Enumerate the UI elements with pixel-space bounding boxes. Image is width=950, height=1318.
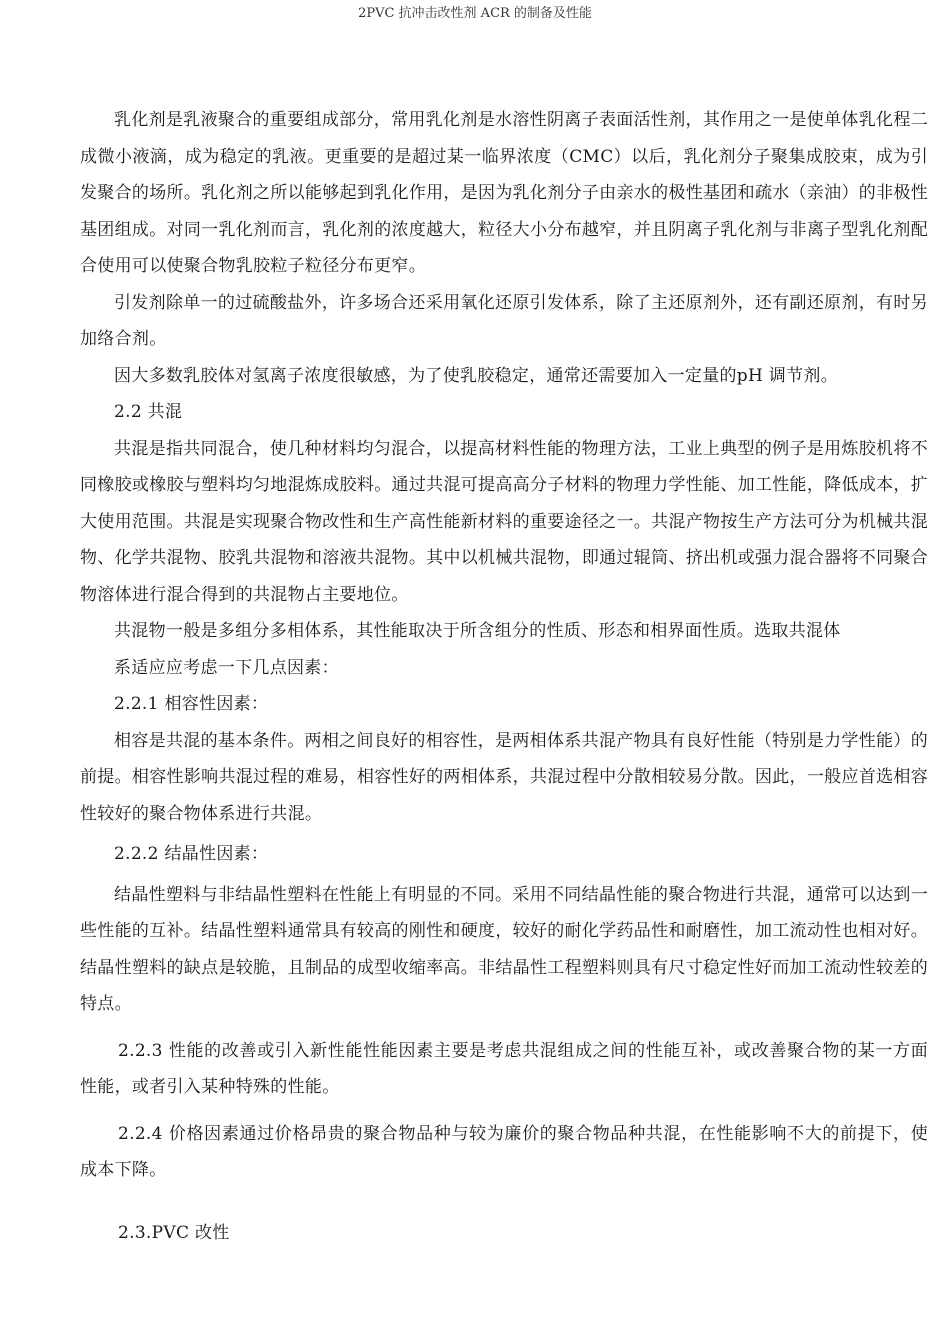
- paragraph-blend-factors-continued: 系适应应考虑一下几点因素：: [114, 657, 339, 678]
- paragraph-price-factor: 2.2.4 价格因素通过价格昂贵的聚合物品种与较为廉价的聚合物品种共混，在性能影响不大的前提下，使成本下降。: [80, 1123, 928, 1180]
- paragraph-emulsifier: 乳化剂是乳液聚合的重要组成部分，常用乳化剂是水溶性阴离子表面活性剂，其作用之一是使单体乳化程二成微小液滴，成为稳定的乳液。更重要的是超过某一临界浓度（CMC）以后，乳化剂分子聚集成胶束，成为引发聚合的场所。乳化剂之所以能够起到乳化作用，是因为乳化剂分子由亲水的极性基团和疏水（亲油）的非极性基团组成。对同一乳化剂而言，乳化剂的浓度越大，粒径大小分布越窄，并且阴离子乳化剂与非离子型乳化剂配合使用可以使聚合物乳胶粒子粒径分布更窄。: [80, 110, 928, 276]
- section-heading-2-3: 2.3.PVC 改性: [118, 1222, 230, 1243]
- paragraph-blend-factors: 共混物一般是多组分多相体系，其性能取决于所含组分的性质、形态和相界面性质。选取共混体: [114, 621, 841, 641]
- paragraph-ph-regulator: 因大多数乳胶体对氢离子浓度很敏感，为了使乳胶稳定，通常还需要加入一定量的pH 调节剂。: [114, 365, 839, 386]
- section-heading-2-2: 2.2 共混: [114, 402, 183, 422]
- paragraph-crystallinity: 结晶性塑料与非结晶性塑料在性能上有明显的不同。采用不同结晶性能的聚合物进行共混，通常可以达到一些性能的互补。结晶性塑料通常具有较高的刚性和硬度，较好的耐化学药品性和耐磨性，加工流动性也相对好。结晶性塑料的缺点是较脆，且制品的成型收缩率高。非结晶性工程塑料则具有尺寸稳定性好而加工流动性较差的特点。: [80, 884, 928, 1014]
- paragraph-performance-factor: 2.2.3 性能的改善或引入新性能性能因素主要是考虑共混组成之间的性能互补，或改善聚合物的某一方面性能，或者引入某种特殊的性能。: [80, 1040, 928, 1097]
- paragraph-blending-definition: 共混是指共同混合，使几种材料均匀混合，以提高材料性能的物理方法，工业上典型的例子是用炼胶机将不同橡胶或橡胶与塑料均匀地混炼成胶料。通过共混可提高高分子材料的物理力学性能、加工性能，降低成本，扩大使用范围。共混是实现聚合物改性和生产高性能新材料的重要途径之一。共混产物按生产方法可分为机械共混物、化学共混物、胶乳共混物和溶液共混物。其中以机械共混物，即通过辊筒、挤出机或强力混合器将不同聚合物溶体进行混合得到的共混物占主要地位。: [80, 438, 928, 605]
- running-header: 2PVC 抗冲击改性剂 ACR 的制备及性能: [358, 6, 592, 21]
- paragraph-compatibility: 相容是共混的基本条件。两相之间良好的相容性，是两相体系共混产物具有良好性能（特别是力学性能）的前提。相容性影响共混过程的难易，相容性好的两相体系，共混过程中分散相较易分散。因此，一般应首选相容性较好的聚合物体系进行共混。: [80, 730, 928, 824]
- document-body: [80, 102, 928, 1251]
- section-heading-2-2-2: 2.2.2 结晶性因素：: [114, 844, 269, 864]
- paragraph-initiator: 引发剂除单一的过硫酸盐外，许多场合还采用氧化还原引发体系，除了主还原剂外，还有副还原剂，有时另加络合剂。: [80, 292, 928, 349]
- section-heading-2-2-1: 2.2.1 相容性因素：: [114, 694, 269, 714]
